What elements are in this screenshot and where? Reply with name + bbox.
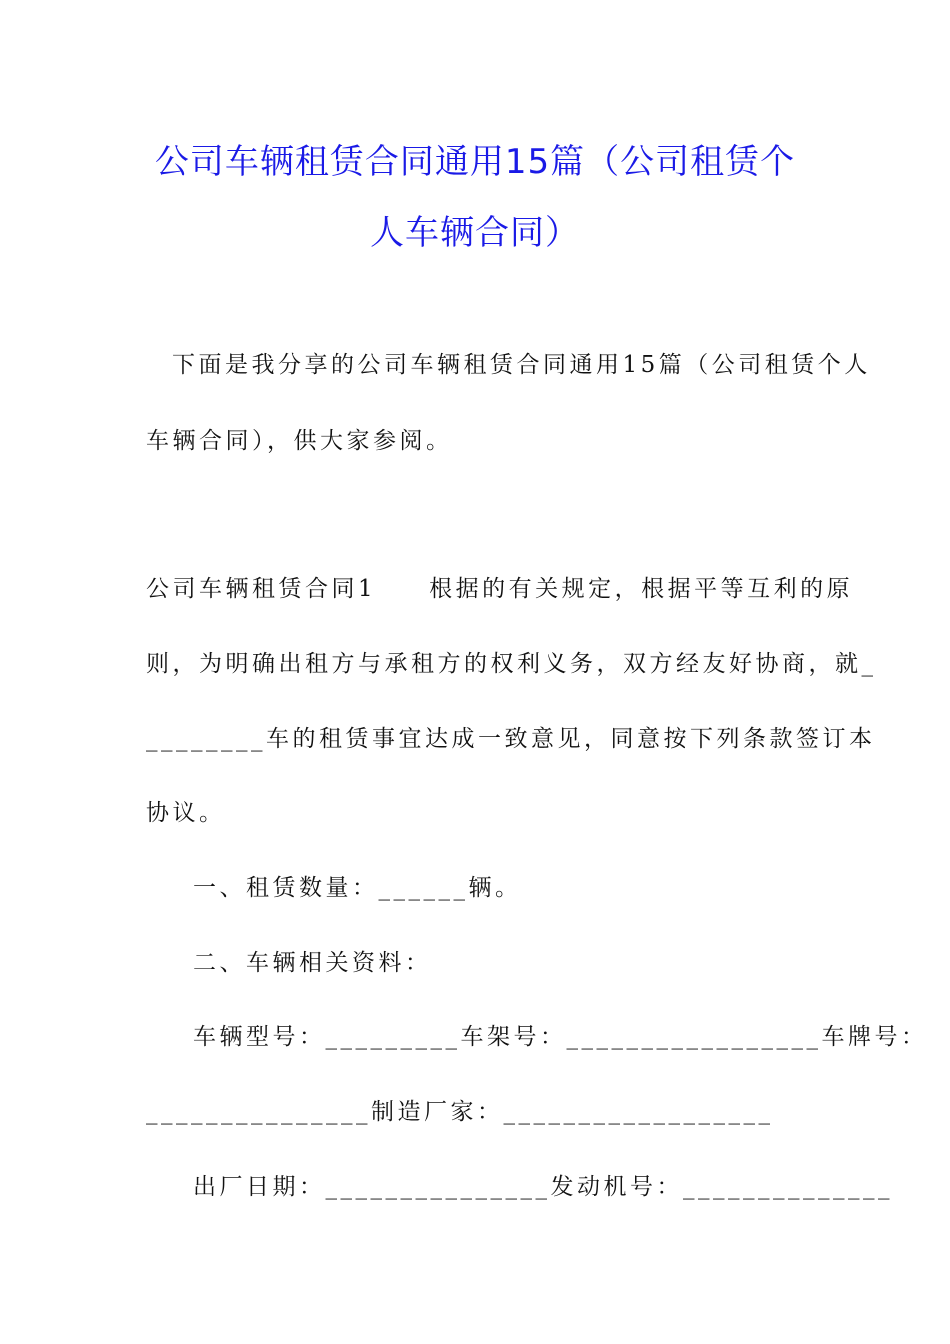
clause-vehicle-info: 二、车辆相关资料： (193, 950, 432, 976)
intro-paragraph-line-2: 车辆合同），供大家参阅。 (146, 428, 453, 454)
vehicle-fields-line-3: 出厂日期：_______________发动机号：______________ (193, 1174, 893, 1200)
vehicle-fields-line-2: _______________制造厂家：__________________ (146, 1099, 774, 1125)
body-paragraph-line-2: 则，为明确出租方与承租方的权利义务，双方经友好协商，就_ (146, 651, 877, 677)
intro-paragraph-line-1: 下面是我分享的公司车辆租赁合同通用15篇（公司租赁个人 (172, 352, 871, 378)
clause-rental-quantity: 一、租赁数量：______辆。 (193, 875, 522, 901)
vehicle-fields-line-1: 车辆型号：_________车架号：_________________车牌号： (193, 1024, 928, 1050)
body-paragraph-line-4: 协议。 (146, 800, 226, 826)
document-title-line-2: 人车辆合同） (370, 213, 580, 253)
document-title-line-1: 公司车辆租赁合同通用15篇（公司租赁个 (154, 142, 796, 182)
body-paragraph-line-1: 公司车辆租赁合同1 根据的有关规定，根据平等互利的原 (146, 576, 854, 602)
body-paragraph-line-3: ________车的租赁事宜达成一致意见，同意按下列条款签订本 (146, 726, 876, 752)
